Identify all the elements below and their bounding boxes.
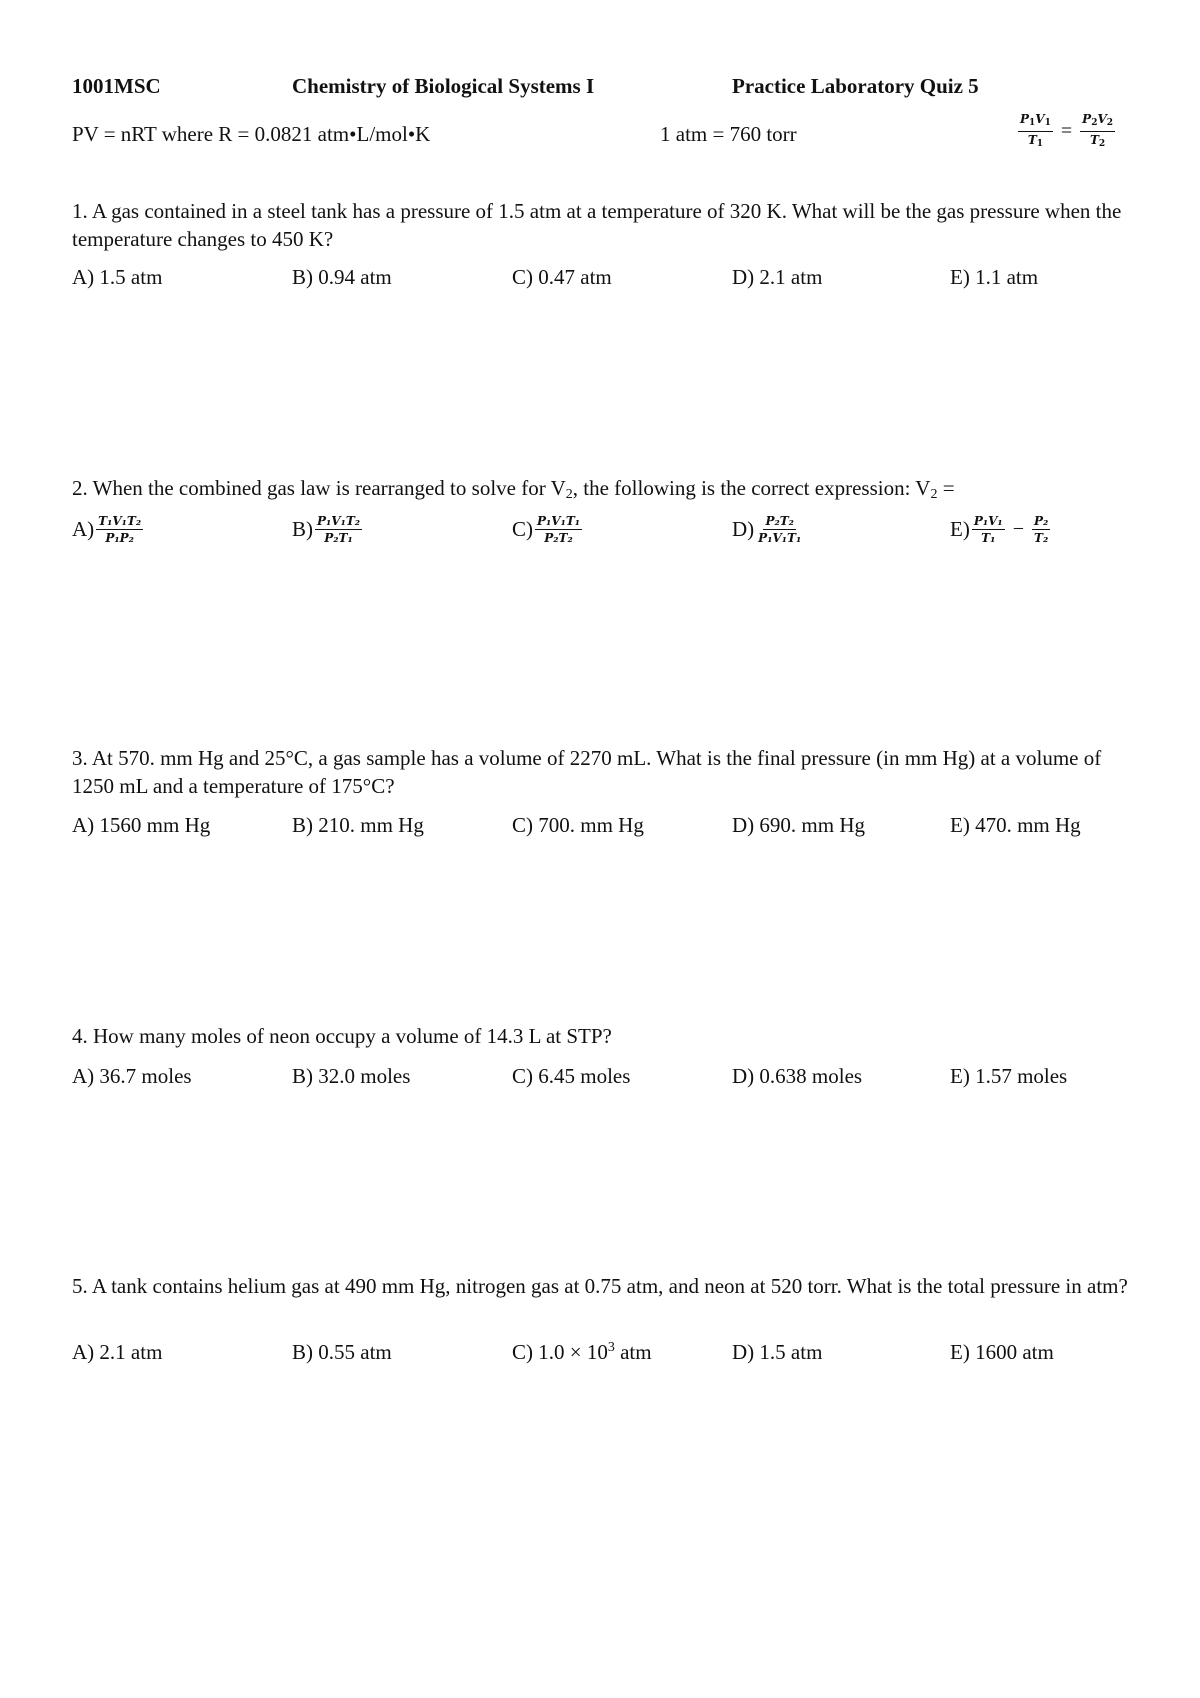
answer-option: C) $1.0 \times 10^3$ atm bbox=[512, 1340, 652, 1364]
answer-option: A) 36.7 moles bbox=[72, 1064, 192, 1088]
question-4-text: 4. How many moles of neon occupy a volume of 14.3 L at STP? bbox=[72, 1024, 612, 1048]
answer-option: C) 700. mm Hg bbox=[512, 813, 644, 837]
answer-option: D) 690. mm Hg bbox=[732, 813, 865, 837]
answer-option: D) 2.1 atm bbox=[732, 265, 823, 289]
answer-option: E) $\frac{\text{P₁V₁}}{\text{T₁}}$ − $\frac{\text{P₂}}{\text{T₂}}$ bbox=[950, 514, 1049, 545]
answer-option: A) 2.1 atm bbox=[72, 1340, 163, 1364]
course-title: Chemistry of Biological Systems I bbox=[292, 74, 595, 98]
answer-option: E) 1.57 moles bbox=[950, 1064, 1068, 1088]
equals-sign: = bbox=[1060, 120, 1073, 142]
answer-option: E) 470. mm Hg bbox=[950, 813, 1081, 837]
question-3-text: 3. At 570. mm Hg and 25°C, a gas sample has a volume of 2270 mL. What is the final pressure (in mm Hg) at a volume of 1250 mL and a temperature of 175°C? bbox=[72, 746, 1102, 798]
course-code: 1001MSC bbox=[72, 74, 161, 98]
answer-option: D) $\frac{\text{P₂T₂}}{\text{P₁V₁T₁}}$ bbox=[732, 514, 802, 545]
question-2-text: 2. When the combined gas law is rearranged to solve for $V_2$, the following is the correct expression: $V_2$ = bbox=[72, 476, 955, 502]
answer-option: C) 0.47 atm bbox=[512, 265, 612, 289]
answer-option: B) 210. mm Hg bbox=[292, 813, 424, 837]
answer-option: A) 1560 mm Hg bbox=[72, 813, 211, 837]
ideal-gas-formula: PV = nRT where R = 0.0821 atm•L/mol•K bbox=[72, 122, 431, 146]
answer-option: A) 1.5 atm bbox=[72, 265, 163, 289]
combined-lhs-fraction: $\frac{P_1V_1}{T_1}$ bbox=[1020, 112, 1051, 149]
answer-option: A) $\frac{\text{T₁V₁T₂}}{\text{P₁P₂}}$ bbox=[72, 514, 142, 545]
pressure-conversion: 1 atm = 760 torr bbox=[660, 122, 797, 146]
answer-option: D) 0.638 moles bbox=[732, 1064, 863, 1088]
answer-option: D) 1.5 atm bbox=[732, 1340, 823, 1364]
answer-option: E) 1600 atm bbox=[950, 1340, 1054, 1364]
answer-option: B) 0.55 atm bbox=[292, 1340, 392, 1364]
question-1-text: 1. A gas contained in a steel tank has a pressure of 1.5 atm at a temperature of 320 K. What will be the gas pressure when the temperature changes to 450 K? bbox=[72, 199, 1122, 251]
answer-option: E) 1.1 atm bbox=[950, 265, 1039, 289]
combined-gas-law bbox=[1018, 112, 1115, 151]
combined-rhs-fraction: $\frac{P_2V_2}{T_2}$ bbox=[1082, 112, 1114, 149]
answer-option: B) 32.0 moles bbox=[292, 1064, 411, 1088]
answer-option: B) $\frac{\text{P₁V₁T₂}}{\text{P₂T₁}}$ bbox=[292, 514, 361, 545]
answer-option: B) 0.94 atm bbox=[292, 265, 392, 289]
answer-option: C) $\frac{\text{P₁V₁T₁}}{\text{P₂T₂}}$ bbox=[512, 514, 581, 545]
quiz-title: Practice Laboratory Quiz 5 bbox=[732, 74, 979, 98]
question-5-text: 5. A tank contains helium gas at 490 mm Hg, nitrogen gas at 0.75 atm, and neon at 520 torr. What is the total pressure in atm? bbox=[72, 1274, 1128, 1298]
answer-option: C) 6.45 moles bbox=[512, 1064, 631, 1088]
